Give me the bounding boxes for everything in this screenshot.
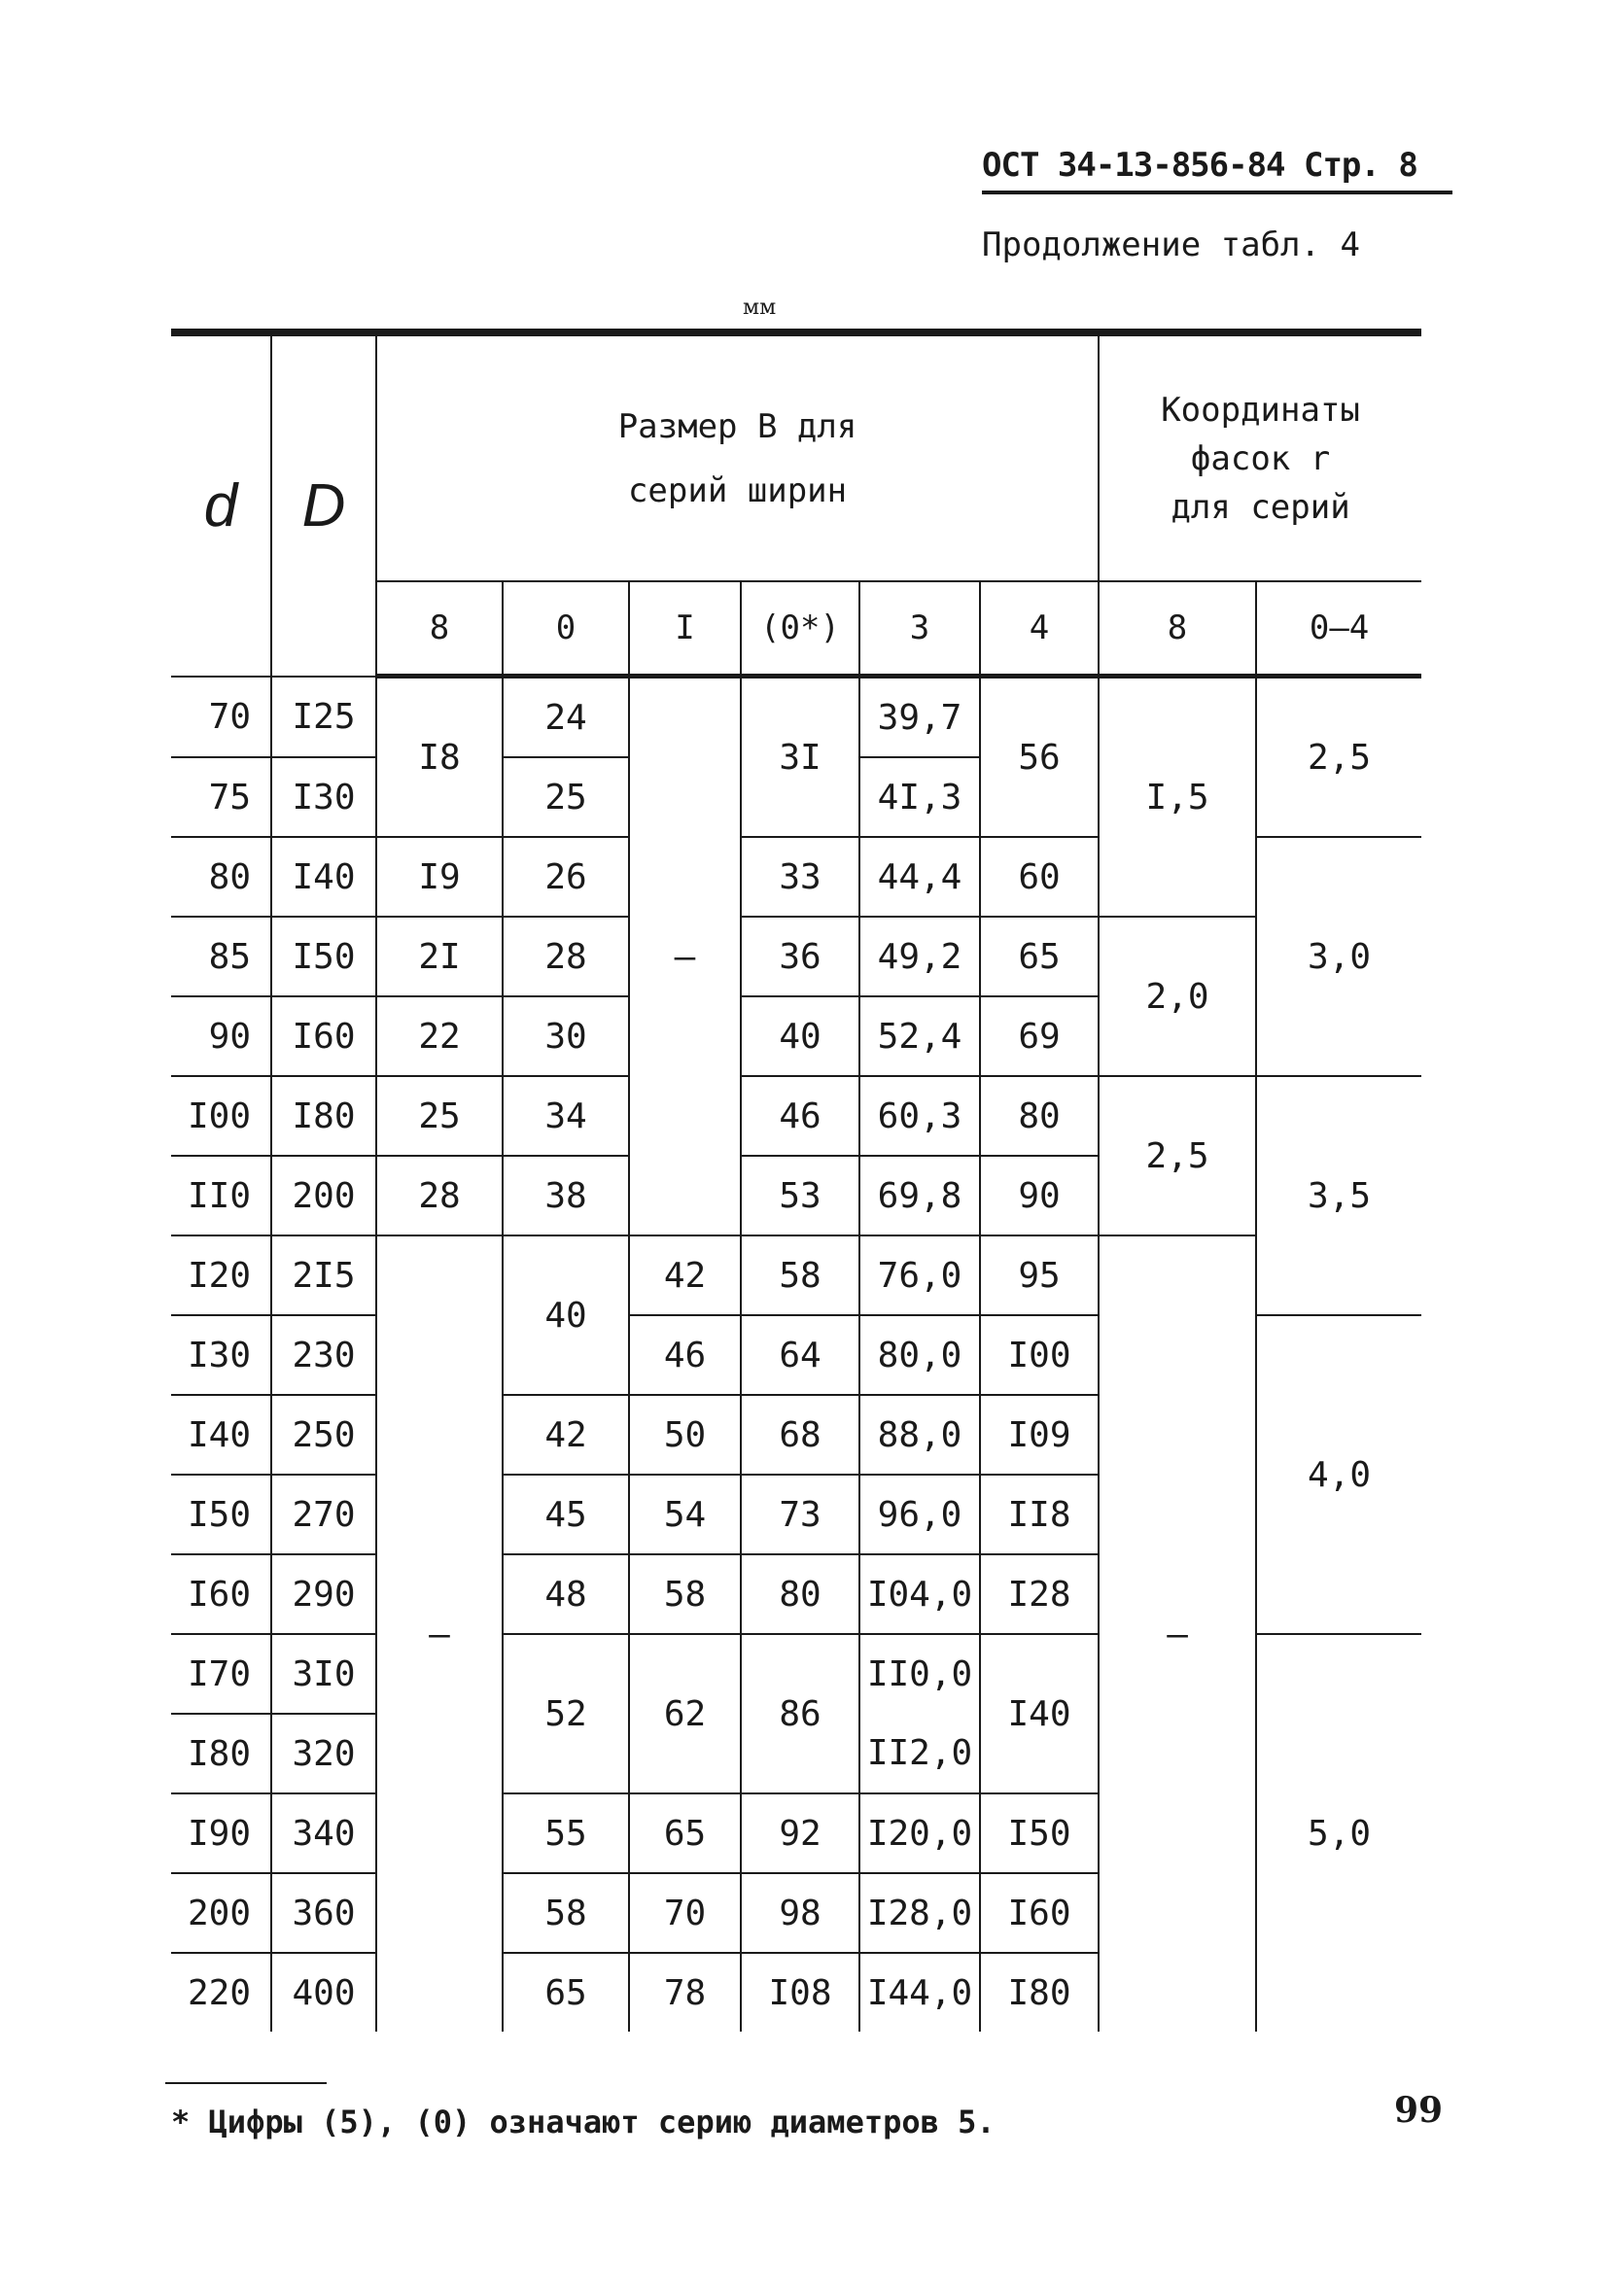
cell-b8: I9 — [376, 837, 503, 917]
cell-bI: 46 — [629, 1315, 741, 1395]
cell-b3: 44,4 — [859, 837, 980, 917]
cell-r8: 2,0 — [1099, 917, 1256, 1076]
cell-b0s: 92 — [741, 1793, 859, 1873]
cell-b0: 65 — [503, 1953, 629, 2032]
bearing-dimensions-table — [171, 329, 1421, 2069]
cell-D: 320 — [271, 1714, 376, 1793]
cell-bI: 78 — [629, 1953, 741, 2032]
cell-d: I20 — [171, 1235, 271, 1315]
cell-D: 340 — [271, 1793, 376, 1873]
cell-b8: – — [376, 1235, 503, 2032]
cell-d: I50 — [171, 1475, 271, 1554]
cell-b3: 49,2 — [859, 917, 980, 996]
cell-D: I50 — [271, 917, 376, 996]
width-series-0-star: (0*) — [741, 581, 859, 677]
cell-b4: I28 — [980, 1554, 1099, 1634]
cell-d: 75 — [171, 757, 271, 837]
footnote: * Цифры (5), (0) означают серию диаметров 5. — [171, 2104, 996, 2140]
cell-D: 200 — [271, 1156, 376, 1235]
cell-r8: – — [1099, 1235, 1256, 2032]
cell-b8: 28 — [376, 1156, 503, 1235]
cell-b4: I50 — [980, 1793, 1099, 1873]
cell-r04: 3,5 — [1256, 1076, 1421, 1315]
cell-d: I70 — [171, 1634, 271, 1714]
cell-bI: 62 — [629, 1634, 741, 1793]
cell-r04: 4,0 — [1256, 1315, 1421, 1634]
table-row — [171, 1235, 1421, 1315]
cell-d: 80 — [171, 837, 271, 917]
cell-D: 400 — [271, 1953, 376, 2032]
cell-b0s: 68 — [741, 1395, 859, 1475]
cell-b8: 25 — [376, 1076, 503, 1156]
footnote-rule — [165, 2082, 327, 2084]
cell-b3: 39,7 — [859, 677, 980, 758]
cell-r04: 3,0 — [1256, 837, 1421, 1076]
header-chamfer-coordinates: Координаты фасок r для серий — [1099, 332, 1421, 581]
header-d: d — [171, 332, 271, 677]
cell-b3: I28,0 — [859, 1873, 980, 1953]
cell-b0s: 46 — [741, 1076, 859, 1156]
cell-D: 3I0 — [271, 1634, 376, 1714]
cell-b0: 30 — [503, 996, 629, 1076]
cell-bI: – — [629, 677, 741, 1236]
cell-b3: 60,3 — [859, 1076, 980, 1156]
cell-b0: 52 — [503, 1634, 629, 1793]
cell-d: 85 — [171, 917, 271, 996]
cell-d: I80 — [171, 1714, 271, 1793]
cell-b4: 65 — [980, 917, 1099, 996]
cell-d: 90 — [171, 996, 271, 1076]
cell-b0: 26 — [503, 837, 629, 917]
width-series-3: 3 — [859, 581, 980, 677]
table-row — [171, 1076, 1421, 1156]
cell-b8: 22 — [376, 996, 503, 1076]
cell-b4: 69 — [980, 996, 1099, 1076]
cell-b0: 45 — [503, 1475, 629, 1554]
cell-d: I40 — [171, 1395, 271, 1475]
cell-r04: 2,5 — [1256, 677, 1421, 838]
chamfer-series-0-4: 0–4 — [1256, 581, 1421, 677]
cell-b4: I00 — [980, 1315, 1099, 1395]
cell-b4: I40 — [980, 1634, 1099, 1793]
cell-bI: 42 — [629, 1235, 741, 1315]
cell-b0s: 64 — [741, 1315, 859, 1395]
cell-b4: II8 — [980, 1475, 1099, 1554]
cell-b0: 48 — [503, 1554, 629, 1634]
cell-r04: 5,0 — [1256, 1634, 1421, 2032]
cell-d: I60 — [171, 1554, 271, 1634]
cell-b0s: I08 — [741, 1953, 859, 2032]
cell-b4: I80 — [980, 1953, 1099, 2032]
cell-b0s: 86 — [741, 1634, 859, 1793]
cell-bI: 58 — [629, 1554, 741, 1634]
cell-bI: 50 — [629, 1395, 741, 1475]
cell-b0: 38 — [503, 1156, 629, 1235]
width-series-0: 0 — [503, 581, 629, 677]
cell-b0: 55 — [503, 1793, 629, 1873]
cell-b4: I09 — [980, 1395, 1099, 1475]
document-code: ОСТ 34-13-856-84 Стр. 8 — [982, 146, 1417, 185]
table-row — [171, 917, 1421, 996]
header-rule — [982, 191, 1452, 194]
cell-b3: 76,0 — [859, 1235, 980, 1315]
cell-b3: 88,0 — [859, 1395, 980, 1475]
cell-b3: I04,0 — [859, 1554, 980, 1634]
cell-b4: 95 — [980, 1235, 1099, 1315]
width-series-4: 4 — [980, 581, 1099, 677]
cell-b0s: 36 — [741, 917, 859, 996]
cell-b0s: 53 — [741, 1156, 859, 1235]
cell-b0s: 3I — [741, 677, 859, 838]
cell-b3: 96,0 — [859, 1475, 980, 1554]
header-D: D — [271, 332, 376, 677]
cell-b8: I8 — [376, 677, 503, 838]
table-continuation-caption: Продолжение табл. 4 — [982, 226, 1360, 264]
cell-b0: 25 — [503, 757, 629, 837]
header-width-size-B: Размер В для серий ширин — [376, 332, 1099, 581]
cell-b0s: 58 — [741, 1235, 859, 1315]
cell-b8: 2I — [376, 917, 503, 996]
width-series-1: I — [629, 581, 741, 677]
cell-D: 250 — [271, 1395, 376, 1475]
cell-b0s: 73 — [741, 1475, 859, 1554]
cell-b0: 28 — [503, 917, 629, 996]
chamfer-series-8: 8 — [1099, 581, 1256, 677]
cell-b0s: 80 — [741, 1554, 859, 1634]
cell-b0: 24 — [503, 677, 629, 758]
cell-d: I30 — [171, 1315, 271, 1395]
cell-b0s: 40 — [741, 996, 859, 1076]
cell-D: 270 — [271, 1475, 376, 1554]
cell-b0: 40 — [503, 1235, 629, 1395]
cell-d: 70 — [171, 677, 271, 758]
cell-b3: II0,0 — [859, 1634, 980, 1714]
cell-bI: 70 — [629, 1873, 741, 1953]
cell-D: I80 — [271, 1076, 376, 1156]
page-number: 99 — [1394, 2090, 1444, 2131]
cell-b3: 52,4 — [859, 996, 980, 1076]
cell-b0s: 98 — [741, 1873, 859, 1953]
cell-b0: 42 — [503, 1395, 629, 1475]
cell-D: 360 — [271, 1873, 376, 1953]
cell-D: I25 — [271, 677, 376, 758]
cell-r8: I,5 — [1099, 677, 1256, 918]
cell-D: 290 — [271, 1554, 376, 1634]
cell-d: I00 — [171, 1076, 271, 1156]
cell-b4: 60 — [980, 837, 1099, 917]
cell-b3: I44,0 — [859, 1953, 980, 2032]
cell-b4: 56 — [980, 677, 1099, 838]
cell-D: I60 — [271, 996, 376, 1076]
table-row — [171, 677, 1421, 758]
cell-d: II0 — [171, 1156, 271, 1235]
units-label: мм — [743, 296, 777, 320]
width-series-8: 8 — [376, 581, 503, 677]
cell-bI: 65 — [629, 1793, 741, 1873]
cell-b4: 90 — [980, 1156, 1099, 1235]
cell-b0: 34 — [503, 1076, 629, 1156]
cell-d: 220 — [171, 1953, 271, 2032]
cell-b3: 80,0 — [859, 1315, 980, 1395]
cell-D: 230 — [271, 1315, 376, 1395]
cell-b0: 58 — [503, 1873, 629, 1953]
cell-b0s: 33 — [741, 837, 859, 917]
cell-D: I40 — [271, 837, 376, 917]
cell-b3: 4I,3 — [859, 757, 980, 837]
cell-b4: 80 — [980, 1076, 1099, 1156]
cell-b4: I60 — [980, 1873, 1099, 1953]
cell-d: I90 — [171, 1793, 271, 1873]
cell-D: I30 — [271, 757, 376, 837]
cell-bI: 54 — [629, 1475, 741, 1554]
cell-D: 2I5 — [271, 1235, 376, 1315]
cell-d: 200 — [171, 1873, 271, 1953]
cell-b3: I20,0 — [859, 1793, 980, 1873]
cell-r8: 2,5 — [1099, 1076, 1256, 1235]
cell-b3: II2,0 — [859, 1714, 980, 1793]
cell-b3: 69,8 — [859, 1156, 980, 1235]
